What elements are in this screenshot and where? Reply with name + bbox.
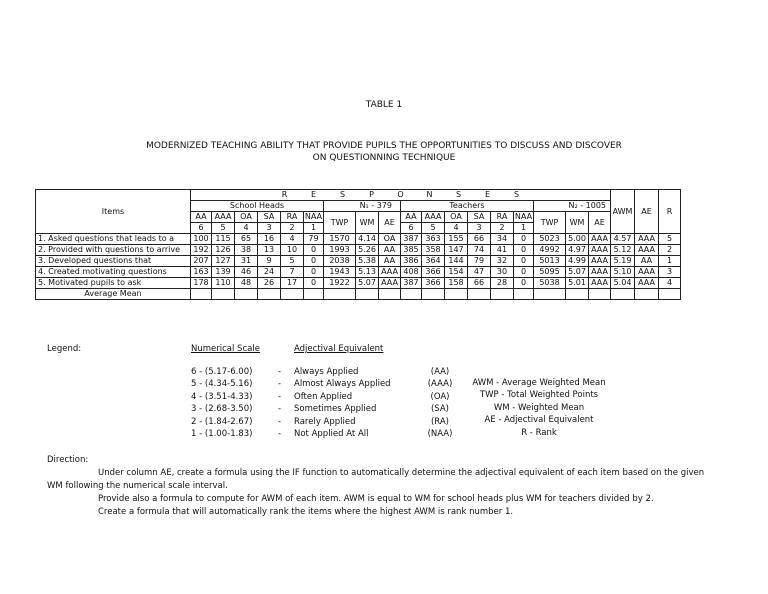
rating-header-aaa: AAA	[212, 212, 235, 223]
teachers-count: 386	[401, 256, 422, 267]
responses-letter: P	[369, 190, 374, 199]
rank-value: 3	[659, 267, 681, 278]
scale-range: 4 - (3.51-4.33)	[191, 391, 253, 402]
teachers-count: 363	[422, 234, 445, 245]
rating-header-aa: AA	[191, 212, 212, 223]
teachers-count: 66	[468, 278, 491, 289]
school-heads-ae: AAA	[379, 267, 401, 278]
school-heads-count: 13	[258, 245, 281, 256]
direction-label: Direction:	[47, 455, 89, 465]
legend-label: Legend:	[47, 344, 82, 354]
empty-cell	[445, 289, 468, 300]
empty-cell	[491, 289, 514, 300]
teachers-count: 158	[445, 278, 468, 289]
school-heads-twp: 1943	[324, 267, 356, 278]
teachers-count: 364	[422, 256, 445, 267]
item-label: 3. Developed questions that	[36, 256, 191, 267]
empty-cell	[401, 289, 422, 300]
school-heads-twp: 1922	[324, 278, 356, 289]
scale-description: Sometimes Applied	[294, 404, 377, 415]
school-heads-header: School Heads	[191, 201, 324, 212]
teachers-twp: 5023	[534, 234, 566, 245]
awm-value: 4.57	[611, 234, 635, 245]
teachers-count: 30	[491, 267, 514, 278]
legend-definition: R - Rank	[521, 427, 557, 438]
responses-letter: O	[397, 190, 404, 199]
school-heads-count: 5	[281, 256, 304, 267]
responses-header	[191, 190, 611, 201]
school-heads-wm: 5.26	[356, 245, 379, 256]
school-heads-wm: 4.14	[356, 234, 379, 245]
school-heads-count: 16	[258, 234, 281, 245]
empty-cell	[379, 289, 401, 300]
rating-weight: 4	[235, 223, 258, 234]
school-heads-ae: AAA	[379, 278, 401, 289]
teachers-count: 385	[401, 245, 422, 256]
teachers-count: 66	[468, 234, 491, 245]
teachers-count: 41	[491, 245, 514, 256]
rank-value: 1	[659, 256, 681, 267]
direction-line-3: Provide also a formula to compute for AWM of each item. AWM is equal to WM for school heads plus WM for teachers divided by 2.	[98, 494, 654, 504]
wm-header: WM	[566, 212, 589, 234]
scale-description: Always Applied	[294, 367, 359, 377]
teachers-wm: 5.01	[566, 278, 589, 289]
school-heads-count: 178	[191, 278, 212, 289]
teachers-ae: AAA	[589, 234, 611, 245]
ae-sub-header: AE	[589, 212, 611, 234]
school-heads-twp: 1993	[324, 245, 356, 256]
rating-weight: 1	[304, 223, 324, 234]
school-heads-count: 0	[304, 256, 324, 267]
teachers-count: 387	[401, 234, 422, 245]
ae-value: AA	[635, 256, 659, 267]
rating-header-oa: OA	[445, 212, 468, 223]
school-heads-count: 0	[304, 278, 324, 289]
scale-dash: -	[278, 416, 282, 427]
teachers-n: N₂ - 1005	[534, 201, 611, 212]
awm-value: 5.04	[611, 278, 635, 289]
ae-sub-header: AE	[379, 212, 401, 234]
school-heads-count: 207	[191, 256, 212, 267]
empty-cell	[324, 289, 356, 300]
rating-weight: 5	[212, 223, 235, 234]
teachers-count: 0	[514, 256, 534, 267]
subtitle-line-2: ON QUESTIONNING TECHNIQUE	[312, 153, 456, 163]
responses-letter: S	[513, 190, 520, 199]
teachers-count: 366	[422, 278, 445, 289]
teachers-ae: AAA	[589, 256, 611, 267]
direction-line-1: Under column AE, create a formula using the IF function to automatically determine the adjectival equivalent of each item based on the given	[98, 468, 705, 478]
rating-weight: 3	[258, 223, 281, 234]
legend-definition: AWM - Average Weighted Mean	[472, 378, 606, 388]
ae-header: AE	[635, 190, 659, 234]
rating-header-naa: NAA	[514, 212, 533, 221]
ae-value: AAA	[635, 234, 659, 245]
teachers-count: 144	[445, 256, 468, 267]
teachers-count: 0	[514, 234, 534, 245]
teachers-count: 47	[468, 267, 491, 278]
item-label: 4. Created motivating questions	[36, 267, 191, 278]
teachers-wm: 5.07	[566, 267, 589, 278]
teachers-count: 0	[514, 245, 534, 256]
responses-letter: E	[310, 190, 317, 199]
rating-header-aa: AA	[401, 212, 422, 223]
school-heads-count: 24	[258, 267, 281, 278]
teachers-count: 28	[491, 278, 514, 289]
teachers-count: 74	[468, 245, 491, 256]
scale-dash: -	[278, 379, 282, 390]
adjectival-equivalent-header: Adjectival Equivalent	[294, 344, 384, 354]
teachers-count: 147	[445, 245, 468, 256]
scale-range: 1 - (1.00-1.83)	[191, 429, 253, 439]
table-row	[36, 278, 681, 289]
table-title: TABLE 1	[365, 100, 403, 110]
scale-dash: -	[278, 429, 282, 439]
school-heads-count: 26	[258, 278, 281, 289]
ae-value: AAA	[635, 278, 659, 289]
rank-value: 2	[659, 245, 681, 256]
school-heads-count: 17	[281, 278, 304, 289]
twp-header: TWP	[324, 212, 356, 234]
scale-abbreviation: (OA)	[430, 391, 450, 402]
empty-cell	[281, 289, 304, 300]
responses-letter: R	[281, 190, 288, 199]
teachers-count: 387	[401, 278, 422, 289]
teachers-count: 154	[445, 267, 468, 278]
teachers-count: 366	[422, 267, 445, 278]
school-heads-count: 100	[191, 234, 212, 245]
scale-description: Almost Always Applied	[294, 379, 391, 390]
school-heads-count: 127	[212, 256, 235, 267]
subtitle-line-1: MODERNIZED TEACHING ABILITY THAT PROVIDE PUPILS THE OPPORTUNITIES TO DISCUSS AND DISCOVER	[146, 141, 622, 151]
wm-header: WM	[356, 212, 379, 234]
teachers-twp: 4992	[534, 245, 566, 256]
scale-range: 3 - (2.68-3.50)	[191, 404, 253, 415]
awm-header: AWM	[611, 190, 635, 234]
rating-weight: 2	[491, 223, 514, 234]
teachers-count: 79	[468, 256, 491, 267]
rating-header-oa: OA	[235, 212, 258, 223]
average-mean-label: Average Mean	[36, 289, 191, 300]
school-heads-ae: AA	[379, 245, 401, 256]
table-row	[36, 234, 681, 245]
school-heads-count: 9	[258, 256, 281, 267]
teachers-twp: 5038	[534, 278, 566, 289]
teachers-count: 155	[445, 234, 468, 245]
school-heads-count: 115	[212, 234, 235, 245]
table-row	[36, 256, 681, 267]
rating-weight: 3	[468, 223, 491, 234]
scale-abbreviation: (AAA)	[427, 379, 453, 390]
rating-header-ra: RA	[281, 212, 304, 223]
school-heads-count: 7	[281, 267, 304, 278]
school-heads-count: 163	[191, 267, 212, 278]
table-row	[36, 267, 681, 278]
item-label: 5. Motivated pupils to ask	[36, 278, 191, 289]
teachers-wm: 5.00	[566, 234, 589, 245]
empty-cell	[514, 289, 534, 300]
items-header: Items	[36, 190, 191, 234]
teachers-header: Teachers	[401, 201, 534, 212]
rating-weight: 1	[514, 223, 534, 234]
school-heads-wm: 5.07	[356, 278, 379, 289]
empty-cell	[191, 289, 212, 300]
awm-value: 5.19	[611, 256, 635, 267]
teachers-twp: 5095	[534, 267, 566, 278]
rating-header-ra: RA	[491, 212, 514, 223]
responses-letter: S	[339, 190, 346, 199]
rating-weight: 2	[281, 223, 304, 234]
scale-description: Often Applied	[294, 391, 353, 402]
empty-cell	[566, 289, 589, 300]
school-heads-count: 126	[212, 245, 235, 256]
legend-definition: AE - Adjectival Equivalent	[484, 415, 594, 426]
responses-letter: E	[484, 190, 491, 199]
school-heads-count: 38	[235, 245, 258, 256]
teachers-count: 34	[491, 234, 514, 245]
rating-weight: 6	[401, 223, 422, 234]
scale-description: Not Applied At All	[294, 429, 369, 439]
ae-value: AAA	[635, 267, 659, 278]
scale-dash: -	[278, 404, 282, 415]
empty-cell	[212, 289, 235, 300]
school-heads-count: 10	[281, 245, 304, 256]
rating-weight: 6	[191, 223, 212, 234]
teachers-count: 408	[401, 267, 422, 278]
school-heads-count: 31	[235, 256, 258, 267]
school-heads-count: 4	[281, 234, 304, 245]
scale-abbreviation: (RA)	[430, 416, 449, 427]
rating-header-aaa: AAA	[422, 212, 445, 223]
empty-cell	[356, 289, 379, 300]
school-heads-count: 110	[212, 278, 235, 289]
school-heads-wm: 5.38	[356, 256, 379, 267]
school-heads-n: N₁ - 379	[324, 201, 401, 212]
school-heads-count: 65	[235, 234, 258, 245]
scale-dash: -	[278, 391, 282, 402]
school-heads-count: 46	[235, 267, 258, 278]
empty-cell	[534, 289, 566, 300]
direction-line-2: WM following the numerical scale interval.	[47, 481, 228, 491]
ae-value: AAA	[635, 245, 659, 256]
table-row	[36, 245, 681, 256]
school-heads-twp: 1570	[324, 234, 356, 245]
scale-abbreviation: (SA)	[430, 404, 449, 415]
school-heads-count: 192	[191, 245, 212, 256]
teachers-ae: AAA	[589, 245, 611, 256]
responses-letter: S	[455, 190, 462, 199]
empty-cell	[635, 289, 659, 300]
table-subtitle	[0, 140, 768, 164]
rank-value: 4	[659, 278, 681, 289]
scale-description: Rarely Applied	[294, 416, 356, 427]
empty-cell	[304, 289, 324, 300]
rating-header-sa: SA	[258, 212, 281, 223]
school-heads-count: 139	[212, 267, 235, 278]
rating-weight: 5	[422, 223, 445, 234]
direction-line-4: Create a formula that will automatically rank the items where the highest AWM is rank number 1.	[98, 507, 514, 517]
scale-range: 6 - (5.17-6.00)	[191, 367, 253, 377]
school-heads-count: 0	[304, 245, 324, 256]
teachers-count: 358	[422, 245, 445, 256]
rating-header-sa: SA	[468, 212, 491, 223]
teachers-count: 0	[514, 278, 534, 289]
empty-cell	[589, 289, 611, 300]
empty-cell	[235, 289, 258, 300]
twp-header: TWP	[534, 212, 566, 234]
scale-dash: -	[278, 367, 282, 377]
rating-weight: 4	[445, 223, 468, 234]
empty-cell	[611, 289, 635, 300]
school-heads-twp: 2038	[324, 256, 356, 267]
scale-range: 2 - (1.84-2.67)	[191, 416, 253, 427]
empty-cell	[659, 289, 681, 300]
teachers-wm: 4.99	[566, 256, 589, 267]
school-heads-ae: OA	[379, 234, 401, 245]
scale-range: 5 - (4.34-5.16)	[191, 379, 253, 390]
rating-header-naa: NAA	[304, 212, 323, 221]
empty-cell	[422, 289, 445, 300]
school-heads-ae: AA	[379, 256, 401, 267]
teachers-count: 32	[491, 256, 514, 267]
school-heads-count: 48	[235, 278, 258, 289]
school-heads-wm: 5.13	[356, 267, 379, 278]
rank-value: 5	[659, 234, 681, 245]
average-mean-row	[36, 289, 681, 300]
responses-letter: N	[426, 190, 433, 199]
responses-table	[35, 189, 681, 300]
scale-abbreviation: (NAA)	[427, 429, 453, 439]
scale-abbreviation: (AA)	[430, 367, 450, 377]
numerical-scale-header: Numerical Scale	[191, 344, 260, 354]
teachers-ae: AAA	[589, 267, 611, 278]
teachers-twp: 5013	[534, 256, 566, 267]
school-heads-count: 0	[304, 267, 324, 278]
awm-value: 5.10	[611, 267, 635, 278]
item-label: 2. Provided with questions to arrive	[36, 245, 191, 256]
school-heads-count: 79	[304, 234, 324, 245]
empty-cell	[258, 289, 281, 300]
legend-definition: TWP - Total Weighted Points	[479, 390, 599, 401]
teachers-wm: 4.97	[566, 245, 589, 256]
rank-header: R	[659, 190, 681, 234]
teachers-ae: AAA	[589, 278, 611, 289]
empty-cell	[468, 289, 491, 300]
awm-value: 5.12	[611, 245, 635, 256]
teachers-count: 0	[514, 267, 534, 278]
item-label: 1. Asked questions that leads to a	[36, 234, 191, 245]
legend-definition: WM - Weighted Mean	[493, 402, 585, 413]
